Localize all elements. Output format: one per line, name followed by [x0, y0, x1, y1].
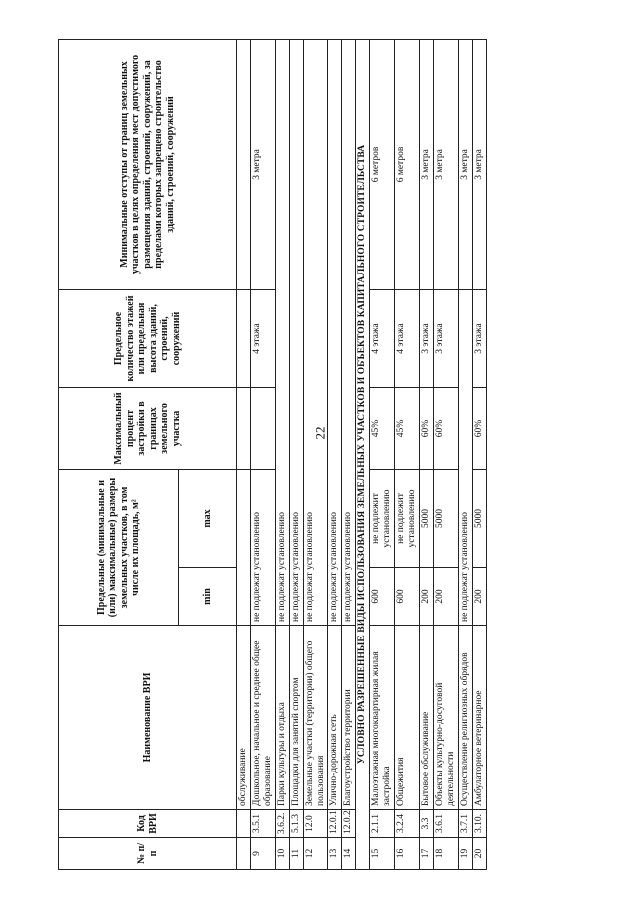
cell-name: Осуществление религиозных обрядов	[458, 626, 472, 810]
cell-name: Общежития	[395, 626, 420, 810]
table-row	[370, 39, 395, 869]
table-row	[328, 39, 342, 869]
cell-num: 19	[458, 838, 472, 870]
zoning-table	[58, 39, 487, 870]
cell-name: Площадки для занятий спортом	[289, 626, 303, 810]
header-sizes: Предельные (минимальные и (или) максимальные) размеры земельных участков, в том числе их площадь, м²	[59, 469, 179, 625]
cell-pct: 60%	[472, 387, 486, 469]
cell-min: не подлежат установлению	[250, 469, 275, 625]
cell-setback: 3 метра	[433, 39, 458, 289]
cell-name: Малоэтажная многоквартирная жилая застройка	[370, 626, 395, 810]
cell-num: 10	[275, 838, 289, 870]
cell-pct: 60%	[419, 387, 433, 469]
cell-num: 17	[419, 838, 433, 870]
cell-floors: 4 этажа	[250, 289, 275, 387]
cell-name: Дошкольное, начальное и среднее общее образование	[250, 626, 275, 810]
table-row	[250, 39, 275, 869]
cell-max: не подлежит установлению	[395, 469, 420, 567]
cell-code: 2.1.1	[370, 810, 395, 838]
header-setbacks: Минимальные отступы от границ земельных участков в целях определения мест допустимого размещения зданий, строений, сооружений, за пределами которых запрещено строительство зданий, строений, сооружений	[59, 39, 237, 289]
cell-setback: 6 метров	[370, 39, 395, 289]
table-row	[458, 39, 472, 869]
header-num: № п/п	[59, 838, 237, 870]
cell-pct: 60%	[433, 387, 458, 469]
cell-name: Объекты культурно-досуговой деятельности	[433, 626, 458, 810]
cell-floors: 3 этажа	[433, 289, 458, 387]
cell-floors: 3 этажа	[472, 289, 486, 387]
table-row	[419, 39, 433, 869]
cell-max: 5000	[433, 469, 458, 567]
cell-min: 600	[395, 568, 420, 626]
table-container	[58, 40, 484, 870]
cell-floors	[237, 289, 251, 387]
cell-pct	[237, 387, 251, 469]
cell-code: 3.2.4	[395, 810, 420, 838]
table-row	[395, 39, 420, 869]
cell-num: 14	[342, 838, 356, 870]
cell-code: 3.10.	[472, 810, 486, 838]
cell-name: Улично-дорожная сеть	[328, 626, 342, 810]
cell-code: 12.0.1	[328, 810, 342, 838]
cell-name: Бытовое обслуживание	[419, 626, 433, 810]
cell-max: не подлежит установлению	[370, 469, 395, 567]
table-row	[433, 39, 458, 869]
cell-num	[237, 838, 251, 870]
cell-num: 13	[328, 838, 342, 870]
cell-code: 3.3	[419, 810, 433, 838]
cell-num: 11	[289, 838, 303, 870]
cell-max: 5000	[472, 469, 486, 567]
table-row	[275, 39, 289, 869]
cell-num: 18	[433, 838, 458, 870]
cell-max: 5000	[419, 469, 433, 567]
cell-code: 3.6.1	[433, 810, 458, 838]
cell-code: 3.6.2.	[275, 810, 289, 838]
cell-num: 15	[370, 838, 395, 870]
cell-min: не подлежат установлению	[303, 39, 328, 625]
table-row	[303, 39, 328, 869]
cell-min: не подлежат установлению	[458, 289, 472, 625]
cell-min: 200	[433, 568, 458, 626]
cell-num: 12	[303, 838, 328, 870]
cell-pct: 45%	[370, 387, 395, 469]
table-row	[342, 39, 356, 869]
cell-name: Земельные участки (территории) общего пользования	[303, 626, 328, 810]
cell-min: не подлежат установлению	[328, 39, 342, 625]
cell-floors: 4 этажа	[395, 289, 420, 387]
header-floors: Предельное количество этажей или предельная высота зданий, строений, сооружений	[59, 289, 237, 387]
rotated-page	[58, 40, 484, 870]
cell-code: 5.1.3	[289, 810, 303, 838]
cell-name: Парки культуры и отдыха	[275, 626, 289, 810]
table-row	[237, 39, 251, 869]
cell-setback: 3 метра	[419, 39, 433, 289]
cell-min: не подлежат установлению	[342, 39, 356, 625]
table-row	[289, 39, 303, 869]
cell-code: 12.0.2	[342, 810, 356, 838]
cell-min: не подлежат установлению	[289, 39, 303, 625]
header-name: Наименование ВРИ	[59, 626, 237, 810]
section-banner-row	[356, 39, 370, 869]
cell-code: 3.5.1	[250, 810, 275, 838]
cell-code: 3.7.1	[458, 810, 472, 838]
table-row	[472, 39, 486, 869]
cell-name: Амбулаторное ветеринарное	[472, 626, 486, 810]
cell-name: обслуживание	[237, 626, 251, 810]
header-code: Код ВРИ	[59, 810, 237, 838]
header-percent: Максимальный процент застройки в границах земельного участка	[59, 387, 237, 469]
cell-code: 12.0	[303, 810, 328, 838]
cell-min	[237, 469, 251, 625]
cell-num: 20	[472, 838, 486, 870]
cell-pct: 45%	[395, 387, 420, 469]
cell-setback	[237, 39, 251, 289]
section-banner: УСЛОВНО РАЗРЕШЕННЫЕ ВИДЫ ИСПОЛЬЗОВАНИЯ ЗЕМЕЛЬНЫХ УЧАСТКОВ И ОБЪЕКТОВ КАПИТАЛЬНОГО СТРОИТЕЛЬСТВА	[356, 39, 370, 869]
header-min: min	[179, 568, 237, 626]
header-max: max	[179, 469, 237, 567]
cell-code	[237, 810, 251, 838]
cell-setback: 3 метра	[472, 39, 486, 289]
page-number: 22	[312, 426, 327, 440]
cell-setback: 3 метра	[458, 39, 472, 289]
cell-min: 200	[472, 568, 486, 626]
cell-min: 200	[419, 568, 433, 626]
cell-pct	[250, 387, 275, 469]
cell-floors: 4 этажа	[370, 289, 395, 387]
cell-setback: 3 метра	[250, 39, 275, 289]
cell-min: 600	[370, 568, 395, 626]
cell-num: 9	[250, 838, 275, 870]
cell-name: Благоустройство территории	[342, 626, 356, 810]
cell-num: 16	[395, 838, 420, 870]
cell-setback: 6 метров	[395, 39, 420, 289]
cell-floors: 3 этажа	[419, 289, 433, 387]
cell-min: не подлежат установлению	[275, 39, 289, 625]
